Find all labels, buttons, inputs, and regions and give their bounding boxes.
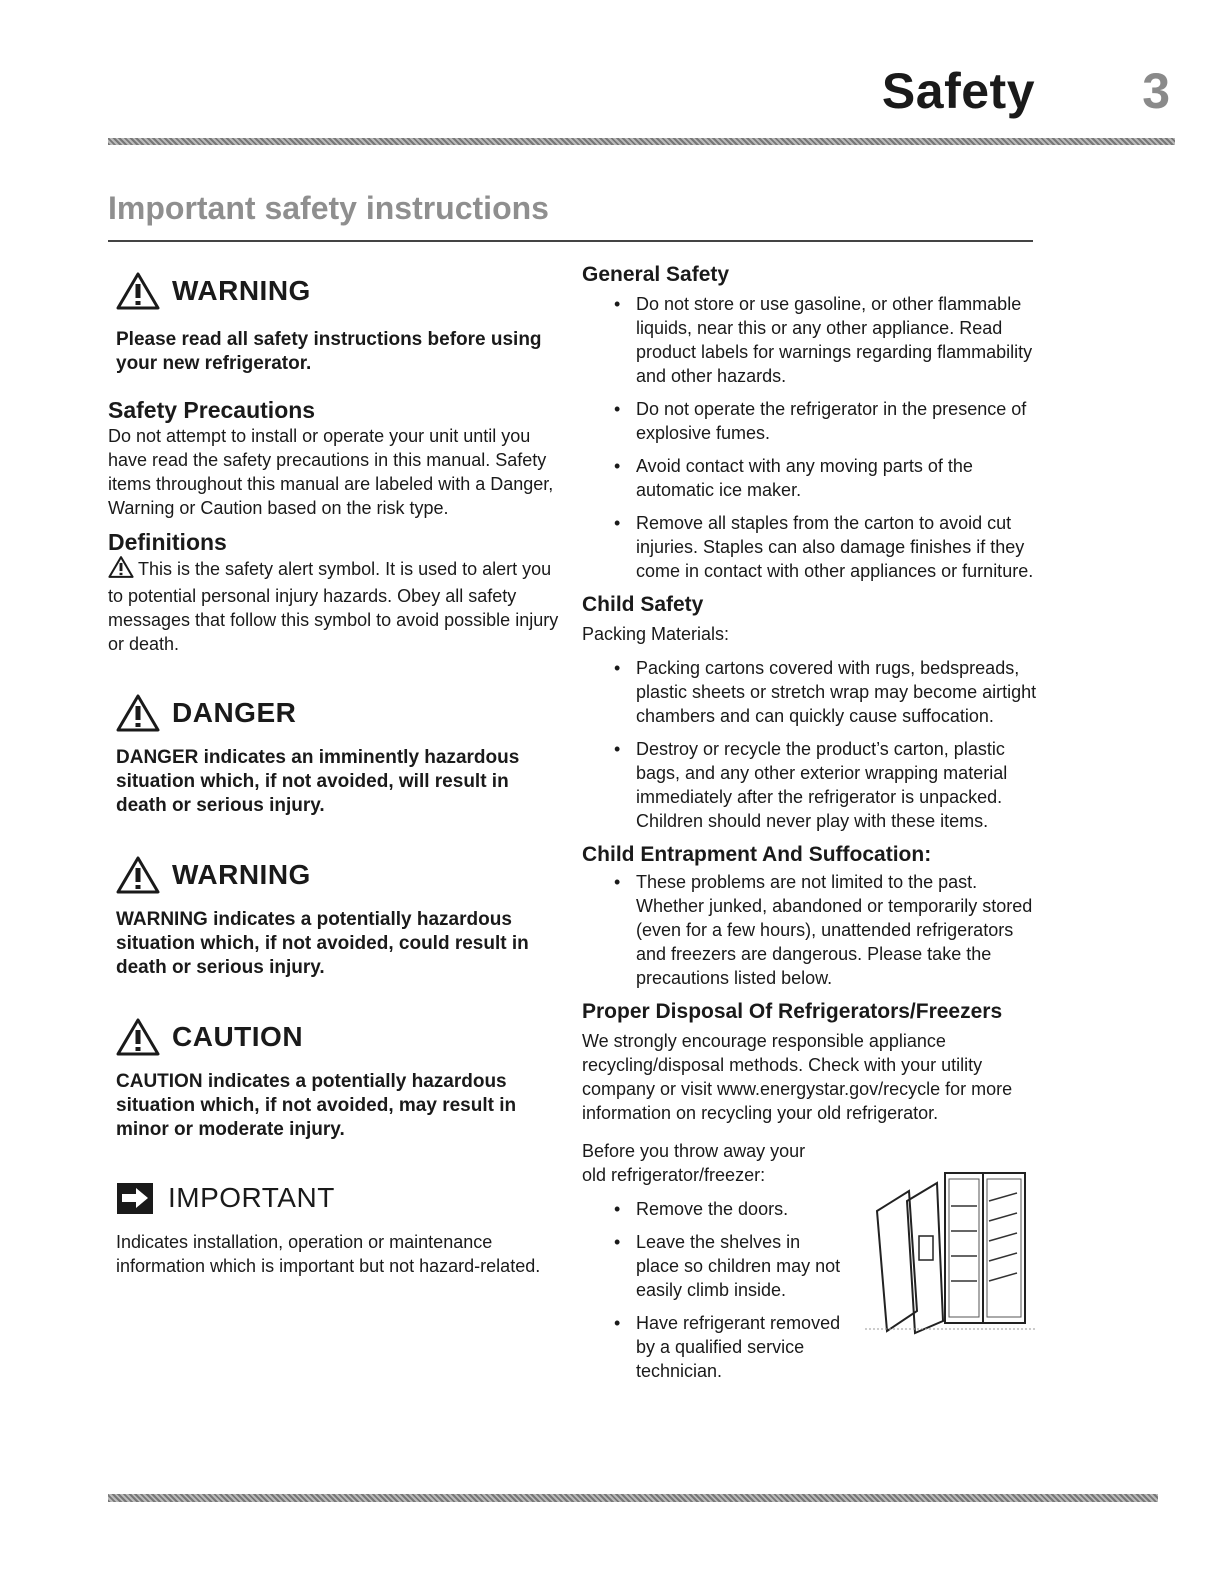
list-item: • Remove the doors.	[614, 1197, 844, 1221]
header-rule	[108, 138, 1175, 145]
list-item: • Destroy or recycle the product’s carton, plastic bags, and any other exterior wrapping material immediately after the refrigerator is unpacked. Children should never play with these items.	[614, 737, 1037, 833]
list-item: • Leave the shelves in place so children may not easily climb inside.	[614, 1230, 844, 1302]
disposal-list	[582, 1197, 844, 1383]
signal-word: IMPORTANT	[168, 1182, 335, 1213]
definitions-heading: Definitions	[108, 529, 227, 555]
list-item: • Do not store or use gasoline, or other flammable liquids, near this or any other appliance. Read product labels for warnings regarding flammability and other hazards.	[614, 292, 1037, 388]
signal-word: CAUTION	[172, 1021, 304, 1052]
signal-word: WARNING	[172, 275, 311, 306]
important-signal	[116, 1180, 563, 1216]
general-safety-heading: General Safety	[582, 263, 730, 286]
child-safety-list	[582, 656, 1037, 833]
signal-word: DANGER	[172, 697, 297, 728]
right-column	[582, 262, 1037, 1392]
page-header-title: Safety	[881, 63, 1035, 119]
general-safety-list	[582, 292, 1037, 583]
disposal-text: We strongly encourage responsible appliance recycling/disposal methods. Check with your utility company or visit www.energystar.gov/recycle for more information on recycling your old refrigerator.	[582, 1031, 1013, 1123]
definitions-text: This is the safety alert symbol. It is used to alert you to potential personal injury hazards. Obey all safety messages that follow this symbol to avoid possible injury or death.	[108, 559, 559, 654]
caution-signal	[116, 1018, 563, 1056]
definitions-paragraph	[108, 556, 563, 656]
warning-text: WARNING indicates a potentially hazardous situation which, if not avoided, could result in death or serious injury.	[116, 909, 529, 978]
safety-alert-icon	[108, 556, 134, 584]
list-item: • Avoid contact with any moving parts of the automatic ice maker.	[614, 454, 1037, 502]
list-item: • Packing cartons covered with rugs, bedspreads, plastic sheets or stretch wrap may become airtight chambers and can quickly cause suffocation.	[614, 656, 1037, 728]
caution-text: CAUTION indicates a potentially hazardous situation which, if not avoided, may result in minor or moderate injury.	[116, 1071, 517, 1140]
danger-signal	[116, 694, 563, 732]
safety-alert-icon	[116, 1018, 160, 1056]
list-item: • Have refrigerant removed by a qualified service technician.	[614, 1311, 844, 1383]
warning-signal	[116, 856, 563, 894]
section-rule	[108, 240, 1033, 242]
safety-alert-icon	[116, 272, 160, 310]
list-item: • These problems are not limited to the past. Whether junked, abandoned or temporarily stored (even for a few hours), unattended refrigerators and freezers are dangerous. Please take the precautions listed below.	[614, 870, 1037, 990]
footer-rule	[108, 1494, 1158, 1502]
list-item: • Remove all staples from the carton to avoid cut injuries. Staples can also damage finishes if they come in contact with other appliances or furniture.	[614, 511, 1037, 583]
precautions-text: Do not attempt to install or operate your unit until you have read the safety precautions in this manual. Safety items throughout this manual are labeled with a Danger, Warning or Caution based on the risk type.	[108, 426, 554, 518]
warning-intro-signal	[116, 272, 563, 310]
important-text: Indicates installation, operation or maintenance information which is important but not hazard-related.	[116, 1232, 541, 1276]
child-safety-heading: Child Safety	[582, 593, 704, 616]
left-column	[108, 272, 563, 1278]
arrow-box-icon	[116, 1180, 156, 1216]
precautions-heading: Safety Precautions	[108, 397, 316, 423]
signal-word: WARNING	[172, 859, 311, 890]
page-number: 3	[1142, 63, 1170, 119]
warning-intro-text: Please read all safety instructions before using your new refrigerator.	[116, 329, 542, 374]
list-item: • Do not operate the refrigerator in the presence of explosive fumes.	[614, 397, 1037, 445]
safety-alert-icon	[116, 694, 160, 732]
disposal-steps	[582, 1139, 1037, 1383]
section-title: Important safety instructions	[108, 190, 549, 226]
refrigerator-illustration	[857, 1161, 1042, 1341]
disposal-before: Before you throw away your old refrigerator/freezer:	[582, 1141, 806, 1185]
danger-text: DANGER indicates an imminently hazardous situation which, if not avoided, will result in death or serious injury.	[116, 747, 520, 816]
safety-alert-icon	[116, 856, 160, 894]
disposal-heading: Proper Disposal Of Refrigerators/Freezers	[582, 1000, 1003, 1023]
entrapment-heading: Child Entrapment And Suffocation:	[582, 843, 932, 866]
child-safety-intro: Packing Materials:	[582, 624, 730, 644]
entrapment-list	[582, 870, 1037, 990]
